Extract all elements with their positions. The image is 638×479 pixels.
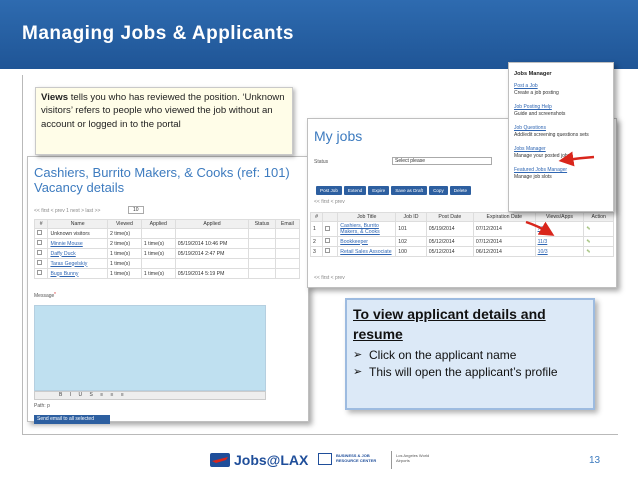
checkbox[interactable]: [325, 226, 330, 231]
action-buttons: [316, 179, 473, 197]
table-cell: [311, 222, 323, 237]
jobs-manager-menu-screenshot: [508, 62, 614, 212]
table-cell: [323, 247, 338, 257]
column-header: Applied: [141, 220, 175, 229]
table-cell: [396, 222, 426, 237]
applicant-name[interactable]: [48, 249, 108, 259]
partner-logo-icon: [318, 453, 332, 465]
table-cell: [473, 247, 535, 257]
table-cell: [141, 229, 175, 239]
applicant-name[interactable]: [48, 239, 108, 249]
table-cell: [175, 259, 248, 269]
cell-text: 05/19/2014 2:47 PM: [177, 250, 225, 257]
table-cell: [473, 237, 535, 247]
table-cell: [107, 269, 141, 279]
table-cell: [584, 237, 614, 247]
job-action-button[interactable]: Save as Draft: [391, 186, 427, 195]
jobs-manager-item: [514, 146, 612, 159]
table-cell: [141, 249, 175, 259]
cell-text: 05/12/2014: [428, 238, 455, 245]
callout-bold: Views: [41, 92, 69, 103]
callout-text: tells you who has reviewed the position. ‘Unknown visitors’ refers to people who viewed the job without an account or logged in to the portal: [41, 92, 285, 130]
table-cell: [141, 269, 175, 279]
edit-icon[interactable]: ✎: [586, 238, 591, 245]
column-header: Name: [48, 220, 108, 229]
applicant-name[interactable]: [48, 269, 108, 279]
row-checkbox[interactable]: [35, 239, 48, 249]
table-cell: [175, 229, 248, 239]
column-header: Status: [249, 220, 276, 229]
table-cell: [249, 239, 276, 249]
cell-text: 1: [313, 226, 316, 232]
cell-text: 2: [313, 238, 316, 245]
cell-text: 1 time(s): [109, 260, 131, 267]
table-cell: [107, 239, 141, 249]
table-cell: [473, 222, 535, 237]
instruction-bullet: ➢ This will open the applicant’s profile: [353, 364, 587, 381]
pager-bottom[interactable]: << first < prev: [314, 275, 345, 281]
checkbox[interactable]: [37, 230, 42, 235]
table-cell: [107, 229, 141, 239]
jobs-manager-link[interactable]: Job Questions: [514, 125, 546, 131]
checkbox[interactable]: [37, 270, 42, 275]
jobs-manager-link[interactable]: Job Posting Help: [514, 104, 552, 110]
cell-text: 05/19/2014: [428, 226, 455, 232]
table-cell: [338, 222, 396, 237]
cell-text: 1 time(s): [143, 270, 165, 277]
table-cell: [323, 237, 338, 247]
column-header: #: [311, 213, 323, 222]
table-cell: [323, 222, 338, 237]
table-cell: [275, 269, 299, 279]
views-apps-link[interactable]: 7/3: [537, 226, 545, 232]
required-mark: *: [54, 292, 56, 298]
table-row: [311, 247, 614, 257]
cell-text: 05/19/2014 5:19 PM: [177, 270, 225, 277]
jobs-manager-link[interactable]: Post a Job: [514, 83, 538, 89]
editor-path: Path: p: [34, 403, 50, 409]
table-row: [35, 269, 300, 279]
jobs-manager-desc: Guide and screenshots: [514, 110, 566, 117]
table-cell: [535, 237, 584, 247]
cell-text: 3: [313, 248, 316, 255]
instructions-list: [353, 347, 587, 381]
page-number: 13: [589, 455, 601, 466]
cell-text: 1 time(s): [109, 250, 131, 257]
table-cell: [275, 239, 299, 249]
views-apps-link[interactable]: 10/3: [537, 248, 548, 255]
table-cell: [249, 259, 276, 269]
jobs-manager-link[interactable]: Jobs Manager: [514, 146, 546, 152]
table-cell: [249, 269, 276, 279]
jobs-manager-list: [514, 83, 612, 188]
applicant-name[interactable]: [48, 229, 108, 239]
table-cell: [275, 259, 299, 269]
row-checkbox[interactable]: [35, 269, 48, 279]
job-title-link[interactable]: Retail Sales Associate: [340, 248, 392, 255]
jobs-manager-item: [514, 167, 612, 180]
table-row: [35, 249, 300, 259]
table-cell: [275, 229, 299, 239]
pager[interactable]: << first < prev: [314, 199, 345, 205]
cell-text: 1 time(s): [109, 270, 131, 277]
table-row: [35, 239, 300, 249]
applicant-name-text[interactable]: Taras Gegelskiy: [50, 260, 88, 267]
cell-text: 2 time(s): [109, 240, 131, 247]
jobs-manager-item: [514, 104, 612, 117]
checkbox[interactable]: [37, 240, 42, 245]
views-apps-link[interactable]: 11/3: [537, 238, 548, 245]
table-cell: [141, 259, 175, 269]
cell-text: 07/12/2014: [475, 226, 502, 232]
message-editor[interactable]: [34, 305, 266, 391]
per-page-select[interactable]: 10: [128, 206, 144, 214]
checkbox[interactable]: [37, 260, 42, 265]
job-action-button[interactable]: Delete: [450, 186, 471, 195]
edit-icon[interactable]: ✎: [586, 226, 591, 232]
send-email-button[interactable]: Send email to all selected: [34, 415, 110, 424]
jobs-manager-desc: Add/edit screening questions sets: [514, 131, 589, 138]
status-select[interactable]: Select please: [392, 157, 492, 165]
column-header: Applied: [175, 220, 248, 229]
column-header: Email: [275, 220, 299, 229]
table-cell: [107, 249, 141, 259]
table-cell: [535, 247, 584, 257]
instructions-heading: To view applicant details and resume: [353, 306, 546, 342]
table-cell: [396, 247, 426, 257]
cell-text: 102: [398, 238, 407, 245]
footer-logos: [208, 447, 440, 475]
column-header: Job ID: [396, 213, 426, 222]
row-checkbox[interactable]: [35, 259, 48, 269]
table-cell: [311, 237, 323, 247]
table-cell: [175, 239, 248, 249]
table-cell: [275, 249, 299, 259]
job-action-button[interactable]: Copy: [429, 186, 448, 195]
table-cell: [535, 222, 584, 237]
job-action-button[interactable]: Extend: [344, 186, 366, 195]
cell-text: 100: [398, 248, 407, 255]
cell-text: 101: [398, 226, 407, 232]
applicants-table: [34, 219, 300, 279]
cell-text: 1 time(s): [143, 250, 165, 257]
column-header: Expiration Date: [473, 213, 535, 222]
job-title-link[interactable]: Cashiers, Burrito Makers, & Cooks: [340, 223, 380, 235]
pager[interactable]: << first < prev 1 next > last >>: [34, 208, 101, 214]
applicant-name-text[interactable]: Daffy Duck: [50, 250, 76, 257]
footer-divider: [391, 451, 392, 469]
cell-text: 07/12/2014: [475, 238, 502, 245]
partner-1-logo: BUSINESS & JOB RESOURCE CENTER: [336, 453, 377, 463]
views-callout: [35, 87, 293, 155]
checkbox[interactable]: [37, 250, 42, 255]
table-cell: [249, 249, 276, 259]
vacancy-subheading: Vacancy details: [34, 180, 125, 195]
column-header: Views/Apps: [535, 213, 584, 222]
applicant-name-text: Unknown visitors: [50, 230, 90, 237]
jobs-table: [310, 212, 614, 257]
job-title-link[interactable]: Bookkeeper: [340, 238, 368, 245]
status-label: Status: [314, 159, 329, 165]
table-cell: [396, 237, 426, 247]
partner-2-logo: Los Angeles World Airports: [396, 453, 430, 463]
checkbox[interactable]: [325, 248, 330, 253]
row-checkbox[interactable]: [35, 249, 48, 259]
cell-text: 05/19/2014 10:46 PM: [177, 240, 228, 247]
checkbox[interactable]: [325, 238, 330, 243]
table-cell: [426, 247, 473, 257]
jobs-manager-desc: Manage your posted jobs: [514, 152, 571, 159]
job-action-button[interactable]: Post Job: [316, 186, 342, 195]
slide-title: Managing Jobs & Applicants: [22, 23, 294, 44]
table-cell: [141, 239, 175, 249]
jobs-manager-link[interactable]: Featured Jobs Manager: [514, 167, 568, 173]
table-cell: [338, 247, 396, 257]
jobs-manager-item: [514, 83, 612, 96]
applicant-name[interactable]: [48, 259, 108, 269]
column-header: [323, 213, 338, 222]
jobs-manager-desc: Manage job slots: [514, 173, 552, 180]
applicant-name-text[interactable]: Minnie Mouse: [50, 240, 83, 247]
cell-text: 06/12/2014: [475, 248, 502, 255]
instruction-bullet: ➢ Click on the applicant name: [353, 347, 587, 364]
edit-icon[interactable]: ✎: [586, 248, 591, 255]
cell-text: 1 time(s): [143, 240, 165, 247]
table-cell: [107, 259, 141, 269]
table-cell: [426, 222, 473, 237]
vacancy-details-screenshot: [27, 156, 309, 422]
my-jobs-heading: My jobs: [314, 128, 363, 144]
column-header: Post Date: [426, 213, 473, 222]
table-cell: [426, 237, 473, 247]
table-row: [35, 229, 300, 239]
instructions-box: [345, 298, 595, 410]
cell-text: 2 time(s): [109, 230, 131, 237]
message-label: Message: [34, 293, 55, 299]
cell-text: 05/12/2014: [428, 248, 455, 255]
row-checkbox[interactable]: [35, 229, 48, 239]
table-row: [311, 237, 614, 247]
table-cell: [175, 269, 248, 279]
table-cell: [338, 237, 396, 247]
table-row: [35, 259, 300, 269]
jobs-manager-heading: Jobs Manager: [514, 71, 552, 77]
table-cell: [175, 249, 248, 259]
column-header: #: [35, 220, 48, 229]
column-header: Action: [584, 213, 614, 222]
jobs-lax-logo: Jobs@LAX: [234, 452, 309, 468]
vacancy-heading: Cashiers, Burrito Makers, & Cooks (ref: 101): [34, 165, 290, 180]
job-action-button[interactable]: Expire: [368, 186, 389, 195]
table-cell: [311, 247, 323, 257]
table-row: [311, 222, 614, 237]
jobs-manager-item: [514, 125, 612, 138]
column-header: Viewed: [107, 220, 141, 229]
jobs-manager-desc: Create a job posting: [514, 89, 559, 96]
applicant-name-text[interactable]: Bugs Bunny: [50, 270, 79, 277]
table-cell: [249, 229, 276, 239]
column-header: Job Title: [338, 213, 396, 222]
plane-logo-icon: [208, 449, 232, 471]
table-cell: [584, 222, 614, 237]
editor-toolbar[interactable]: B I U S ≡ ≡ ≡: [34, 391, 266, 400]
table-cell: [584, 247, 614, 257]
